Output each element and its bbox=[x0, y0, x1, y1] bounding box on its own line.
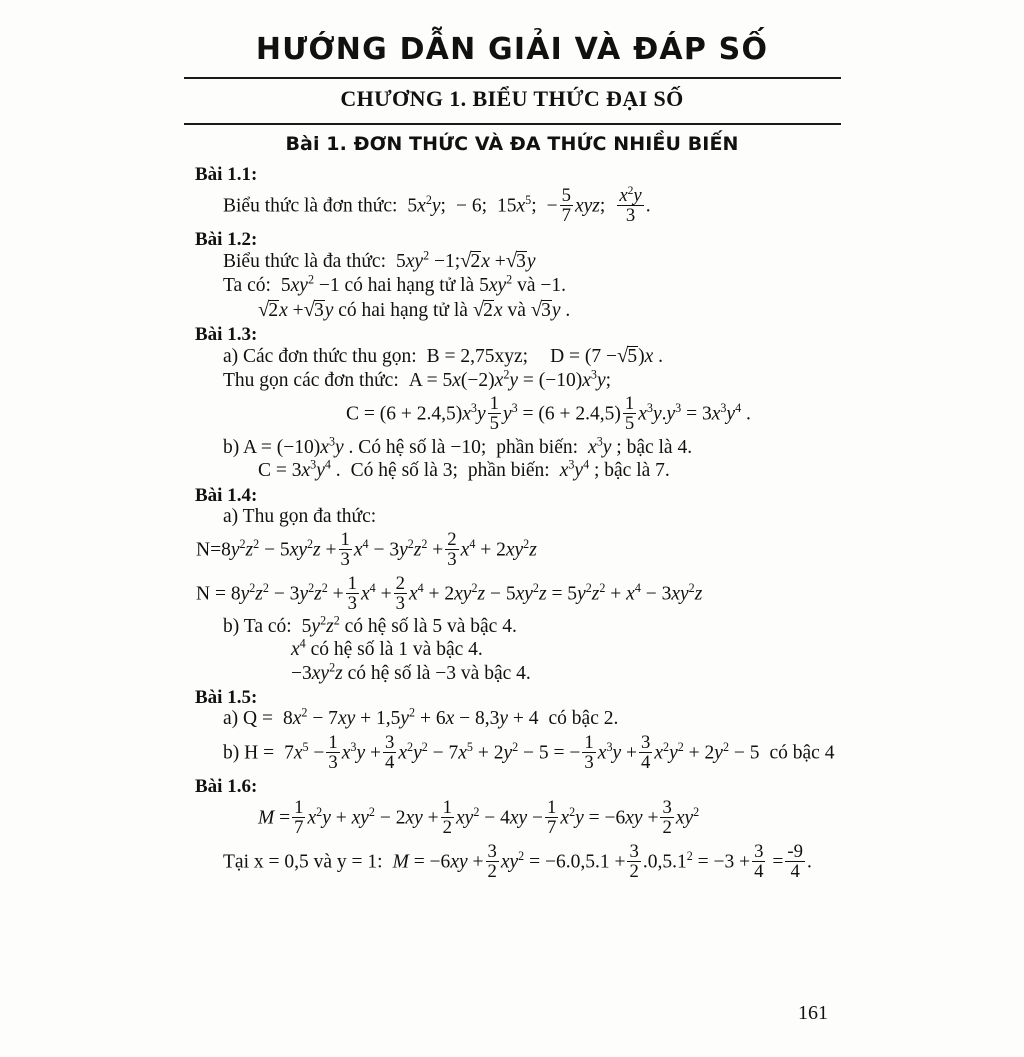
exercise-label-1-5: Bài 1.5: bbox=[195, 687, 258, 709]
solution-line: Ta có: $5xy^2 -1$ có hai hạng tử là $5xy^2$ và −1. bbox=[223, 272, 566, 297]
solution-line: Biểu thức là đa thức: $5xy^2$ −1;√2x +√3y bbox=[223, 248, 536, 273]
solution-line: b) $A = (-10)x^3y$ . Có hệ số là −10; phần biến: $x^3y$ ; bậc là 4. bbox=[223, 434, 693, 458]
solution-line: a) Các đơn thức thu gọn: B = 2,75xyz; D = (7 −√5)x . bbox=[223, 345, 664, 368]
solutions-body bbox=[0, 165, 1024, 881]
exercise-label-1-6: Bài 1.6: bbox=[195, 776, 258, 798]
solution-line: Biểu thức là đơn thức: $5x^2y$; − 6; $15x^5$; − $\frac{5}{7}$ xyz; $\frac{x^2y}{3}$ . bbox=[223, 183, 651, 227]
exercise-label-1-2: Bài 1.2: bbox=[195, 229, 258, 251]
solution-line: a) $Q = 8x^2 - 7xy + 1,5y^2 + 6x - 8,3y + 4$ có bậc 2. bbox=[223, 705, 619, 730]
solution-line: $-3xy^2z$ có hệ số là −3 và bậc 4. bbox=[291, 660, 531, 684]
solution-line: $x^4$ có hệ số là 1 và bậc 4. bbox=[291, 636, 483, 661]
solution-line: $C = 3x^3y^4$ . Có hệ số là 3; phần biến: $x^3y^4$ ; bậc là 7. bbox=[258, 457, 670, 482]
document-page bbox=[0, 33, 1024, 1057]
exercise-label-1-3: Bài 1.3: bbox=[195, 324, 258, 346]
page-number: 161 bbox=[798, 1002, 828, 1024]
solution-line: M = $\frac{1}{7}$ $x^2y + xy^2 - 2xy$ + $\frac{1}{2}$ $xy^2 - 4xy$ − $\frac{1}{7}$ $x^2y = -6xy$ + $\frac{3}{2}$ $xy^2$ bbox=[258, 797, 700, 839]
divider-top bbox=[184, 77, 841, 79]
solution-line: $C = (6 + 2.4,5)x^3y$ $\frac{1}{5}$ $y^3 = (6 + 2.4,5)$ $\frac{1}{5}$ $x^3y.y^3 = 3x^3y^4$ . bbox=[346, 393, 751, 435]
lesson-title: Bài 1. ĐƠN THỨC VÀ ĐA THỨC NHIỀU BIẾN bbox=[285, 133, 739, 155]
exercise-label-1-1: Bài 1.1: bbox=[195, 164, 258, 185]
exercise-label-1-4: Bài 1.4: bbox=[195, 484, 258, 506]
solution-line: a) Thu gọn đa thức: bbox=[223, 505, 377, 527]
solution-line: b) $H = 7x^5$ − $\frac{1}{3}$ $x^3y$ + $\frac{3}{4}$ $x^2y^2 - 7x^5 + 2y^2 - 5$ = − $\frac{1}{3}$ $x^3y$ + $\frac{3}{4}$ $x^2y^2 + 2y^2 - 5$ có bậc 4 bbox=[223, 731, 835, 774]
chapter-title: CHƯƠNG 1. BIỂU THỨC ĐẠI SỐ bbox=[340, 86, 684, 111]
solution-line: √2x +√3y có hai hạng tử là √2x và √3y . bbox=[258, 298, 571, 321]
page-title: HƯỚNG DẪN GIẢI VÀ ĐÁP SỐ bbox=[255, 32, 769, 67]
solution-line: b) Ta có: $5y^2z^2$ có hệ số là 5 và bậc 4. bbox=[223, 613, 517, 637]
solution-line: Thu gọn các đơn thức: $A = 5x(-2)x^2y = (-10)x^3y$; bbox=[223, 367, 612, 391]
solution-line: $N = 8y^2z^2 - 3y^2z^2$ + $\frac{1}{3}$ $x^4$ + $\frac{2}{3}$ $x^4 + 2xy^2z - 5xy^2z = 5y^2z^2 + x^4 - 3xy^2z$ bbox=[196, 572, 703, 614]
solution-line: $N=8y^2z^2 - 5xy^2z$ + $\frac{1}{3}$ $x^4 - 3y^2z^2$ + $\frac{2}{3}$ $x^4 + 2xy^2z$ bbox=[196, 529, 537, 571]
solution-line: Tại x = 0,5 và y = 1: M = −6xy + $\frac{3}{2}$ $xy^2 = -6.0,5.1$ + $\frac{3}{2}$ $.0,5.1^2 = -3$ + $\frac{3}{4}$ = $\frac{-9}{4}$ . bbox=[223, 840, 812, 882]
divider-bottom bbox=[184, 123, 841, 125]
